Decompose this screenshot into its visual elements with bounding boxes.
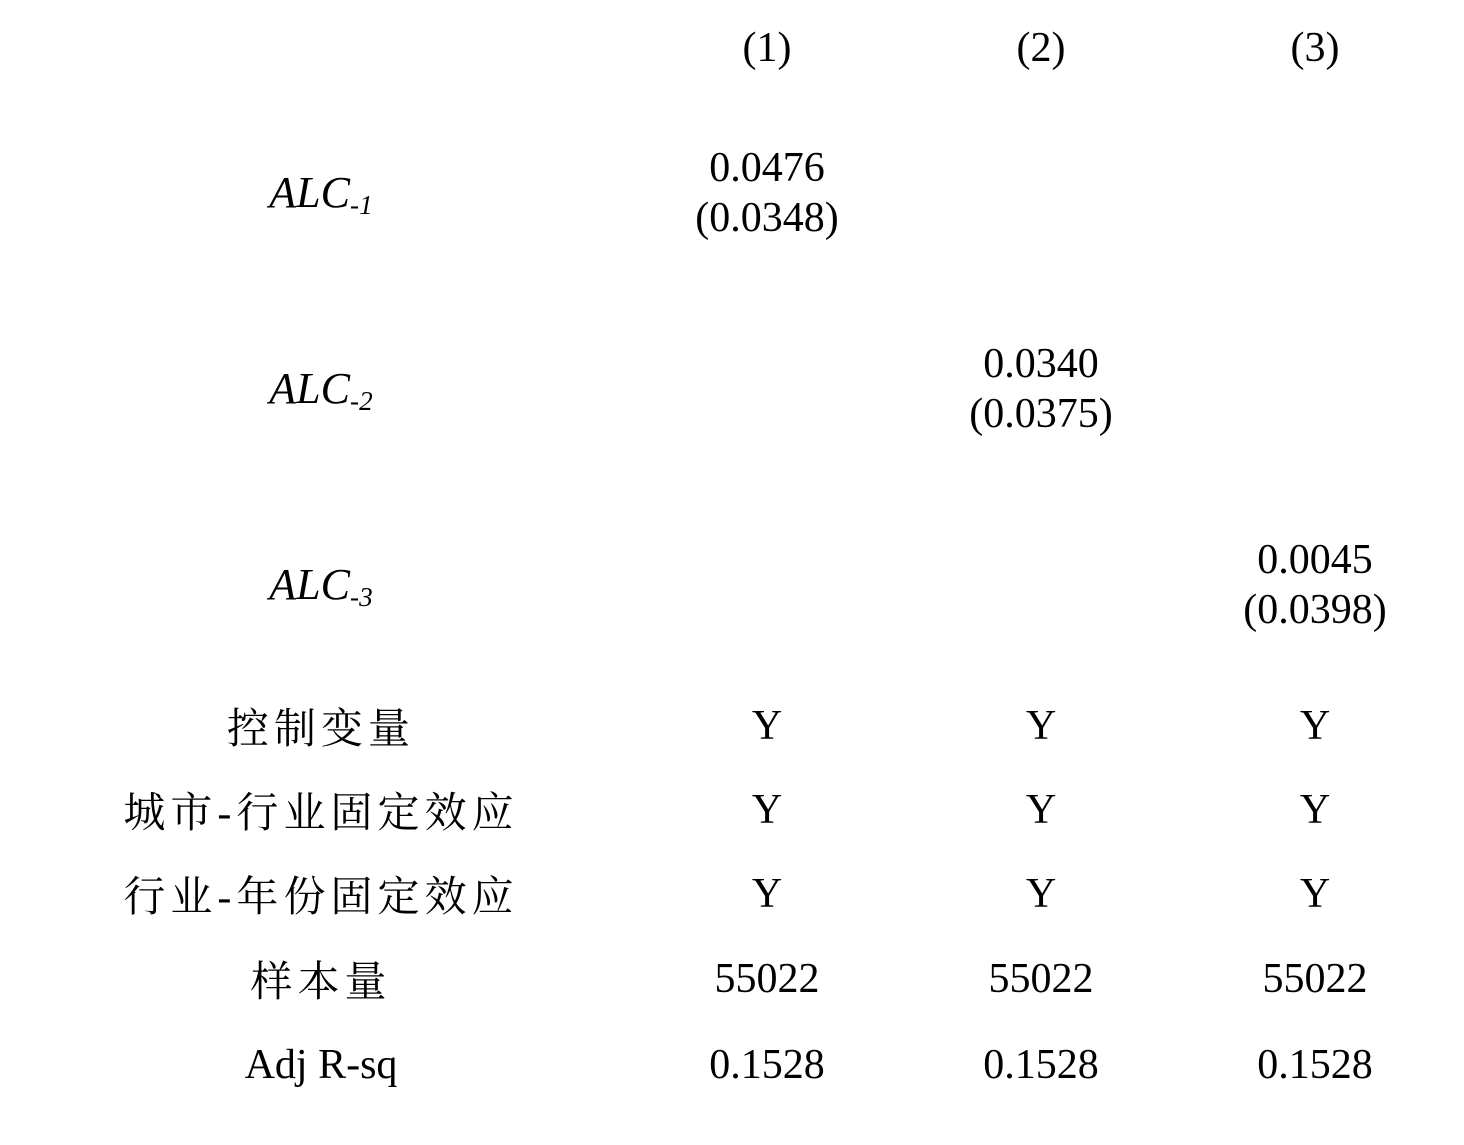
cell-control-variables-col2: Y — [1025, 703, 1057, 749]
table-row — [12, 768, 1452, 852]
cell-alc-lag1-col3 — [1178, 96, 1452, 292]
row-label-control-variables: 控制变量 — [226, 707, 416, 753]
row-label-adj-r-squared: Adj R-sq — [244, 1042, 398, 1088]
coef-label-text: ALC — [269, 168, 350, 218]
estimate: 0.0045 — [1257, 537, 1373, 584]
cell-adj-r-squared-col2: 0.1528 — [983, 1042, 1099, 1088]
cell-adj-r-squared-col1: 0.1528 — [709, 1042, 825, 1088]
cell-alc-lag3-col1 — [630, 488, 904, 684]
coef-label-subscript: -1 — [349, 189, 373, 220]
table-row — [12, 292, 1452, 488]
cell-alc-lag3-col2 — [904, 488, 1178, 684]
cell-observations-col1: 55022 — [714, 956, 820, 1002]
table-row — [12, 936, 1452, 1022]
table-row — [12, 852, 1452, 936]
column-header-2: (2) — [1016, 25, 1066, 71]
estimate: 0.0476 — [709, 145, 825, 192]
coef-label-subscript: -2 — [349, 385, 373, 416]
cell-observations-col3: 55022 — [1262, 956, 1368, 1002]
cell-alc-lag3-col3 — [1178, 488, 1452, 684]
cell-observations-col2: 55022 — [988, 956, 1094, 1002]
cell-alc-lag2-col2 — [904, 292, 1178, 488]
row-label-alc-lag3 — [12, 488, 630, 684]
cell-alc-lag1-col2 — [904, 96, 1178, 292]
table-row — [12, 96, 1452, 292]
cell-city-industry-fe-col3: Y — [1299, 787, 1331, 833]
table-row — [12, 1022, 1452, 1108]
standard-error: (0.0348) — [695, 195, 839, 241]
cell-alc-lag2-col1 — [630, 292, 904, 488]
table-row — [12, 684, 1452, 768]
cell-control-variables-col1: Y — [751, 703, 783, 749]
row-label-city-industry-fe: 城市-行业固定效应 — [123, 791, 519, 837]
table-row — [12, 488, 1452, 684]
cell-adj-r-squared-col3: 0.1528 — [1257, 1042, 1373, 1088]
cell-control-variables-col3: Y — [1299, 703, 1331, 749]
cell-industry-year-fe-col1: Y — [751, 871, 783, 917]
standard-error: (0.0398) — [1243, 587, 1387, 633]
coef-label-text: ALC — [269, 560, 350, 610]
table-header-row — [12, 0, 1452, 96]
row-label-alc-lag2 — [12, 292, 630, 488]
row-label-observations: 样本量 — [250, 960, 392, 1006]
standard-error: (0.0375) — [969, 391, 1113, 437]
cell-industry-year-fe-col2: Y — [1025, 871, 1057, 917]
cell-alc-lag1-col1 — [630, 96, 904, 292]
cell-city-industry-fe-col1: Y — [751, 787, 783, 833]
column-header-3: (3) — [1290, 25, 1340, 71]
regression-table — [12, 0, 1452, 1108]
cell-industry-year-fe-col3: Y — [1299, 871, 1331, 917]
estimate: 0.0340 — [983, 341, 1099, 388]
row-label-industry-year-fe: 行业-年份固定效应 — [123, 875, 519, 921]
coef-label-text: ALC — [269, 364, 350, 414]
row-label-alc-lag1 — [12, 96, 630, 292]
column-header-1: (1) — [742, 25, 792, 71]
cell-alc-lag2-col3 — [1178, 292, 1452, 488]
cell-city-industry-fe-col2: Y — [1025, 787, 1057, 833]
row-label-header — [12, 0, 630, 96]
coef-label-subscript: -3 — [349, 581, 373, 612]
